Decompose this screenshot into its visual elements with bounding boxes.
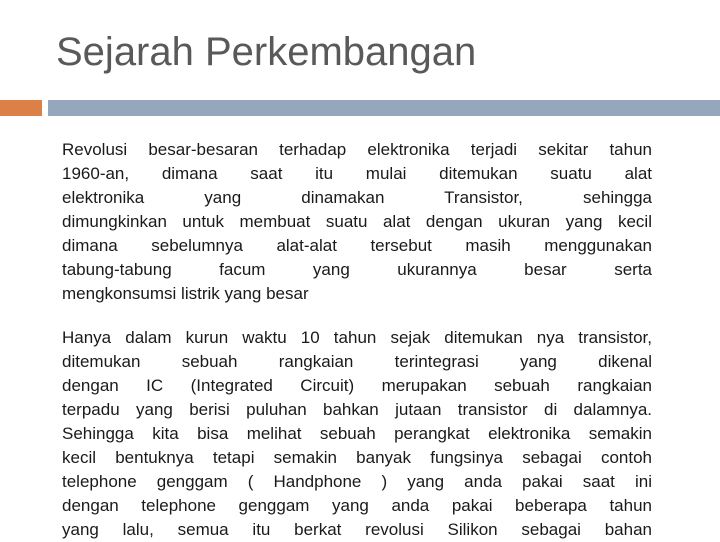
slide-title: Sejarah Perkembangan <box>56 30 477 74</box>
accent-square <box>0 100 42 116</box>
paragraph-line: terpadu yang berisi puluhan bahkan jutaan transistor di dalamnya. <box>62 400 652 419</box>
paragraph-1 <box>62 138 652 306</box>
paragraph-line: kecil bentuknya tetapi semakin banyak fungsinya sebagai contoh <box>62 448 652 467</box>
paragraph-line: mengkonsumsi listrik yang besar <box>62 284 309 303</box>
paragraph-line: Sehingga kita bisa melihat sebuah perangkat elektronika semakin <box>62 424 652 443</box>
paragraph-line: elektronika yang dinamakan Transistor, sehingga <box>62 188 652 207</box>
paragraph-line: dimana sebelumnya alat-alat tersebut masih menggunakan <box>62 236 652 255</box>
paragraph-line: tabung-tabung facum yang ukurannya besar serta <box>62 260 652 279</box>
paragraph-line: 1960-an, dimana saat itu mulai ditemukan suatu alat <box>62 164 652 183</box>
paragraph-line: dengan telephone genggam yang anda pakai beberapa tahun <box>62 496 652 515</box>
paragraph-line: ditemukan sebuah rangkaian terintegrasi yang dikenal <box>62 352 652 371</box>
paragraph-2 <box>62 326 652 542</box>
paragraph-line: Revolusi besar-besaran terhadap elektronika terjadi sekitar tahun <box>62 140 652 159</box>
paragraph-line: telephone genggam ( Handphone ) yang anda pakai saat ini <box>62 472 652 491</box>
accent-bar <box>48 100 720 116</box>
paragraph-line: dimungkinkan untuk membuat suatu alat dengan ukuran yang kecil <box>62 212 652 231</box>
paragraph-line: Hanya dalam kurun waktu 10 tahun sejak ditemukan nya transistor, <box>62 328 652 347</box>
paragraph-line: yang lalu, semua itu berkat revolusi Silikon sebagai bahan <box>62 520 652 539</box>
paragraph-line: dengan IC (Integrated Circuit) merupakan sebuah rangkaian <box>62 376 652 395</box>
slide-body <box>62 138 652 542</box>
